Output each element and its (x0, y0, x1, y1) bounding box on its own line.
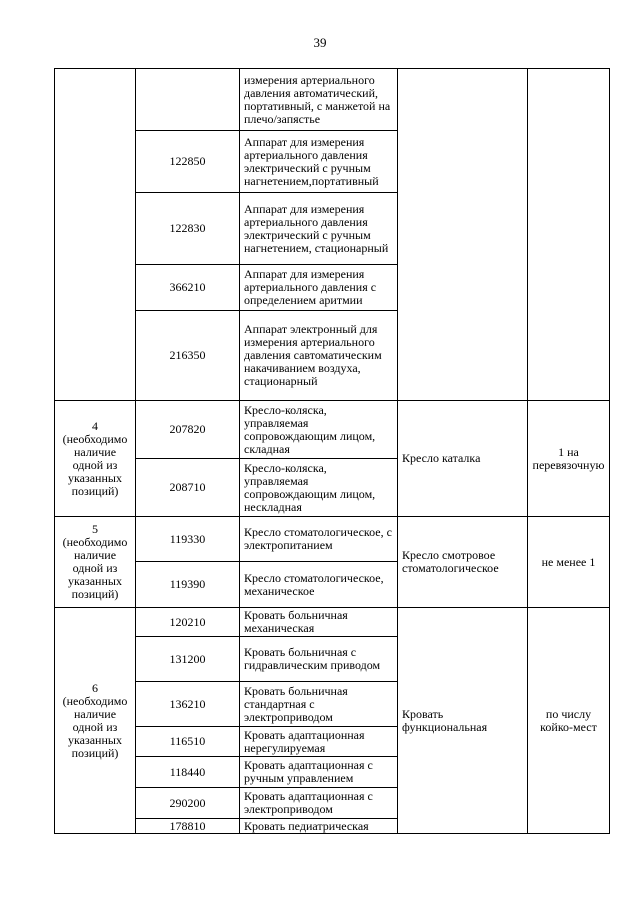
code-cell: 207820 (136, 401, 240, 459)
name-cell: Кресло стоматологическое, с электропитанием (240, 517, 398, 562)
code-cell: 178810 (136, 819, 240, 834)
name-cell: измерения артериального давления автоматический, портативный, с манжетой на плечо/запястье (240, 69, 398, 131)
equipment-cell: Кровать функциональная (398, 608, 528, 834)
position-cell-6: 6 (необходимо наличие одной из указанных позиций) (55, 608, 136, 834)
name-cell: Аппарат электронный для измерения артериального давления савтоматическим накачиванием воздуха, стационарный (240, 311, 398, 401)
code-cell: 116510 (136, 727, 240, 757)
quantity-cell: 1 на перевязочную (528, 401, 610, 517)
position-cell-5: 5 (необходимо наличие одной из указанных позиций) (55, 517, 136, 608)
name-cell: Кровать педиатрическая (240, 819, 398, 834)
name-cell: Кровать больничная с гидравлическим приводом (240, 637, 398, 682)
page-number: 39 (313, 35, 327, 50)
code-cell: 122830 (136, 193, 240, 265)
name-cell: Кресло стоматологическое, механическое (240, 562, 398, 608)
code-cell: 216350 (136, 311, 240, 401)
name-cell: Кровать больничная стандартная с электроприводом (240, 682, 398, 727)
table-row (55, 69, 610, 131)
name-cell: Кровать больничная механическая (240, 608, 398, 637)
table-row (55, 517, 610, 562)
name-cell: Кресло-коляска, управляемая сопровождающим лицом, складная (240, 401, 398, 459)
quantity-cell: по числу койко-мест (528, 608, 610, 834)
equipment-cell-continued (398, 69, 528, 401)
position-cell-continued (55, 69, 136, 401)
code-cell (136, 69, 240, 131)
code-cell: 366210 (136, 265, 240, 311)
table-row (55, 608, 610, 637)
code-cell: 122850 (136, 131, 240, 193)
code-cell: 119390 (136, 562, 240, 608)
equipment-cell: Кресло смотровое стоматологическое (398, 517, 528, 608)
quantity-cell: не менее 1 (528, 517, 610, 608)
table-row (55, 401, 610, 459)
quantity-cell-continued (528, 69, 610, 401)
code-cell: 136210 (136, 682, 240, 727)
code-cell: 208710 (136, 459, 240, 517)
code-cell: 118440 (136, 757, 240, 788)
code-cell: 120210 (136, 608, 240, 637)
code-cell: 131200 (136, 637, 240, 682)
code-cell: 290200 (136, 788, 240, 819)
name-cell: Кровать адаптационная нерегулируемая (240, 727, 398, 757)
name-cell: Аппарат для измерения артериального давления с определением аритмии (240, 265, 398, 311)
name-cell: Кровать адаптационная с электроприводом (240, 788, 398, 819)
name-cell: Аппарат для измерения артериального давления электрический с ручным нагнетением,портативный (240, 131, 398, 193)
name-cell: Кресло-коляска, управляемая сопровождающим лицом, нескладная (240, 459, 398, 517)
name-cell: Кровать адаптационная с ручным управлением (240, 757, 398, 788)
equipment-table (54, 68, 610, 834)
equipment-cell: Кресло каталка (398, 401, 528, 517)
position-cell-4: 4 (необходимо наличие одной из указанных позиций) (55, 401, 136, 517)
name-cell: Аппарат для измерения артериального давления электрический с ручным нагнетением, стационарный (240, 193, 398, 265)
code-cell: 119330 (136, 517, 240, 562)
